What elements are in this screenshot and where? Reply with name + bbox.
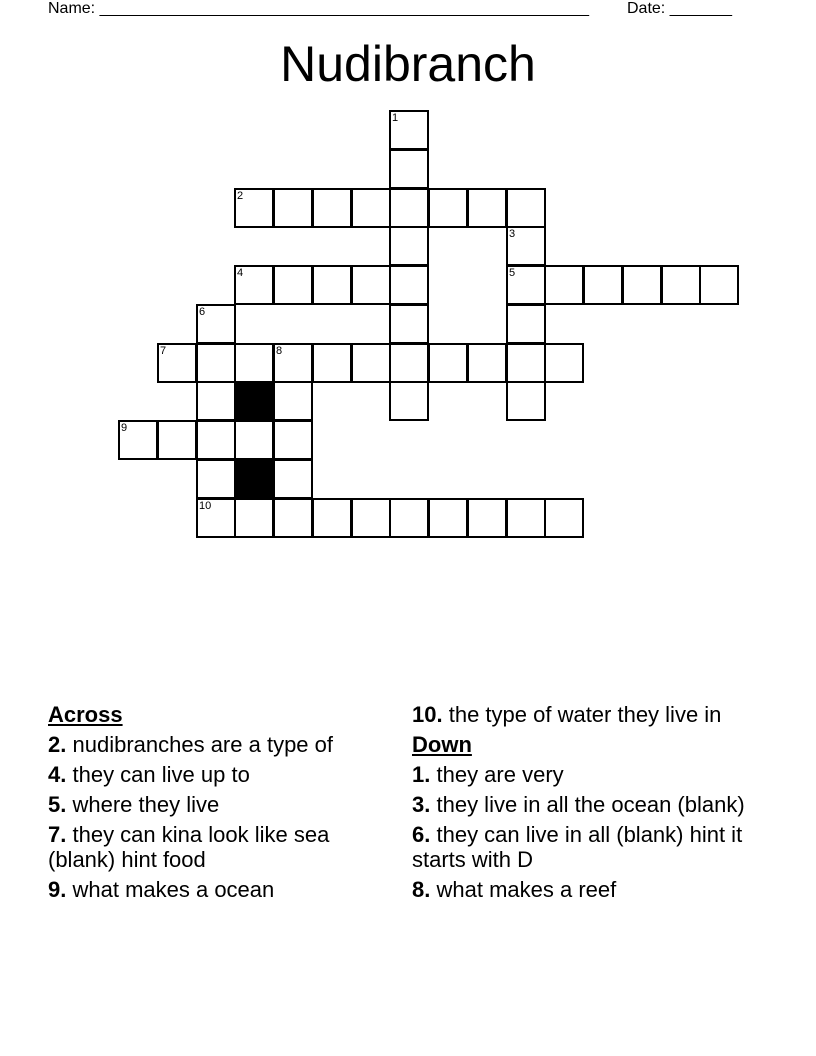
across-heading: Across <box>48 702 123 727</box>
grid-cell[interactable] <box>389 304 429 344</box>
clue-number-label: 4 <box>237 267 244 279</box>
clue-number-label: 7 <box>160 345 167 357</box>
black-square <box>234 459 274 499</box>
clue-number: 3. <box>412 792 431 817</box>
grid-cell[interactable] <box>234 265 274 305</box>
grid-cell[interactable] <box>506 343 546 383</box>
date-field[interactable]: Date: _______ <box>627 0 732 17</box>
clue-number: 1. <box>412 762 431 787</box>
grid-cell[interactable] <box>312 188 352 228</box>
across-clue <box>48 792 393 817</box>
down-clue <box>412 762 752 787</box>
grid-cell[interactable] <box>506 381 546 421</box>
clue-number: 6. <box>412 822 431 847</box>
grid-cell[interactable] <box>467 343 507 383</box>
grid-cell[interactable] <box>273 265 313 305</box>
clue-number: 2. <box>48 732 67 757</box>
grid-cell[interactable] <box>622 265 662 305</box>
clue-text: where they live <box>72 792 220 817</box>
grid-cell[interactable] <box>234 420 274 460</box>
grid-cell[interactable] <box>389 343 429 383</box>
grid-cell[interactable] <box>351 343 391 383</box>
grid-cell[interactable] <box>157 420 197 460</box>
grid-cell[interactable] <box>544 498 584 538</box>
grid-cell[interactable] <box>544 265 584 305</box>
grid-cell[interactable] <box>196 420 236 460</box>
clue-text: nudibranches are a type of <box>72 732 333 757</box>
grid-cell[interactable] <box>389 226 429 266</box>
grid-cell[interactable] <box>273 420 313 460</box>
clue-number: 4. <box>48 762 67 787</box>
grid-cell[interactable] <box>389 149 429 189</box>
across-clue <box>48 877 393 902</box>
grid-cell[interactable] <box>544 343 584 383</box>
grid-cell[interactable] <box>196 381 236 421</box>
clue-text: what makes a ocean <box>72 877 275 902</box>
grid-cell[interactable] <box>467 188 507 228</box>
grid-cell[interactable] <box>196 459 236 499</box>
grid-cell[interactable] <box>234 188 274 228</box>
clue-number-label: 1 <box>392 112 399 124</box>
grid-cell[interactable] <box>699 265 739 305</box>
clue-number-label: 3 <box>509 228 516 240</box>
grid-cell[interactable] <box>389 381 429 421</box>
grid-cell[interactable] <box>506 226 546 266</box>
across-clue <box>48 732 393 757</box>
clue-number: 10. <box>412 702 443 727</box>
grid-cell[interactable] <box>428 498 468 538</box>
clue-text: they can live up to <box>72 762 250 787</box>
grid-cell[interactable] <box>583 265 623 305</box>
grid-cell[interactable] <box>389 188 429 228</box>
down-heading: Down <box>412 732 472 757</box>
grid-cell[interactable] <box>196 498 236 538</box>
grid-cell[interactable] <box>273 459 313 499</box>
grid-cell[interactable] <box>312 498 352 538</box>
clue-number: 5. <box>48 792 67 817</box>
clue-number-label: 6 <box>199 306 206 318</box>
grid-cell[interactable] <box>428 343 468 383</box>
grid-cell[interactable] <box>506 265 546 305</box>
clue-text: they can live in all (blank) hint it starts with D <box>412 822 743 872</box>
clue-text: they live in all the ocean (blank) <box>436 792 745 817</box>
clue-text: the type of water they live in <box>448 702 722 727</box>
grid-cell[interactable] <box>351 265 391 305</box>
grid-cell[interactable] <box>389 265 429 305</box>
grid-cell[interactable] <box>506 304 546 344</box>
grid-cell[interactable] <box>273 343 313 383</box>
across-clue <box>48 762 393 787</box>
grid-cell[interactable] <box>234 498 274 538</box>
across-clue <box>412 702 752 727</box>
grid-cell[interactable] <box>351 498 391 538</box>
down-clue <box>412 792 752 817</box>
clue-number: 8. <box>412 877 431 902</box>
clue-number-label: 9 <box>121 422 128 434</box>
clue-number: 9. <box>48 877 67 902</box>
grid-cell[interactable] <box>389 110 429 150</box>
grid-cell[interactable] <box>428 188 468 228</box>
grid-cell[interactable] <box>312 343 352 383</box>
clue-number: 7. <box>48 822 67 847</box>
grid-cell[interactable] <box>389 498 429 538</box>
clue-column-left <box>48 702 393 907</box>
clue-number-label: 10 <box>199 500 212 512</box>
grid-cell[interactable] <box>273 498 313 538</box>
clue-text: they can kina look like sea (blank) hint food <box>48 822 330 872</box>
grid-cell[interactable] <box>506 498 546 538</box>
grid-cell[interactable] <box>351 188 391 228</box>
grid-cell[interactable] <box>467 498 507 538</box>
grid-cell[interactable] <box>234 343 274 383</box>
grid-cell[interactable] <box>661 265 701 305</box>
clue-text: they are very <box>436 762 564 787</box>
grid-cell[interactable] <box>196 304 236 344</box>
clue-text: what makes a reef <box>436 877 617 902</box>
clue-number-label: 5 <box>509 267 516 279</box>
clue-number-label: 2 <box>237 190 244 202</box>
puzzle-title: Nudibranch <box>280 36 536 92</box>
grid-cell[interactable] <box>312 265 352 305</box>
grid-cell[interactable] <box>506 188 546 228</box>
grid-cell[interactable] <box>157 343 197 383</box>
down-clue <box>412 822 752 872</box>
down-clue <box>412 877 752 902</box>
name-field[interactable]: Name: _______________________________________________________ <box>48 0 589 17</box>
clue-column-right <box>412 702 752 907</box>
grid-cell[interactable] <box>196 343 236 383</box>
grid-cell[interactable] <box>118 420 158 460</box>
grid-cell[interactable] <box>273 188 313 228</box>
across-clue <box>48 822 393 872</box>
grid-cell[interactable] <box>273 381 313 421</box>
clue-number-label: 8 <box>276 345 283 357</box>
black-square <box>234 381 274 421</box>
